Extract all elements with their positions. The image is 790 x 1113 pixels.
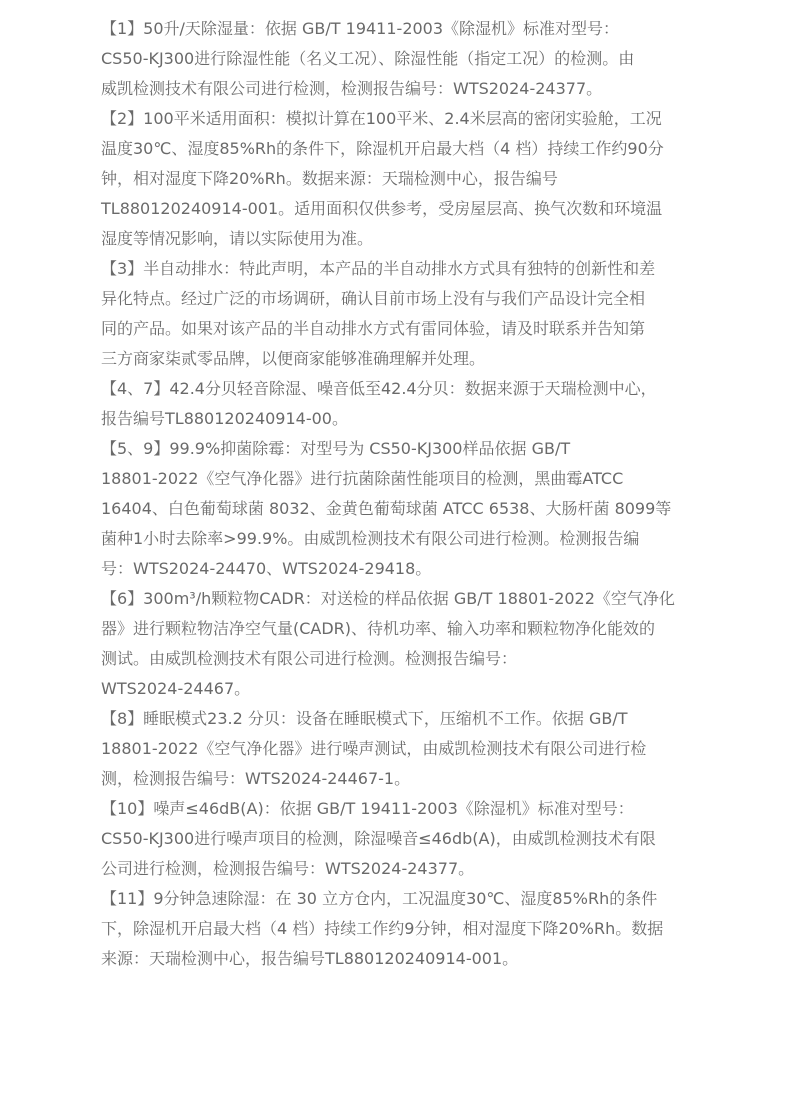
text-line: 测，检测报告编号：WTS2024-24467-1。 (101, 769, 411, 788)
text-line: 【5、9】99.9%抑菌除霉：对型号为 CS50-KJ300样品依据 GB/T (101, 439, 571, 458)
text-line: 三方商家柒贰零品牌，以便商家能够准确理解并处理。 (101, 349, 486, 368)
text-line: 【8】睡眠模式23.2 分贝：设备在睡眠模式下，压缩机不工作。依据 GB/T (101, 709, 628, 728)
text-line: 温度30℃、湿度85%Rh的条件下，除湿机开启最大档（4 档）持续工作约90分 (101, 139, 664, 158)
text-line: 威凯检测技术有限公司进行检测，检测报告编号：WTS2024-24377。 (101, 79, 603, 98)
text-line: 钟，相对湿度下降20%Rh。数据来源：天瑞检测中心，报告编号 (101, 169, 558, 188)
text-line: 测试。由威凯检测技术有限公司进行检测。检测报告编号： (101, 649, 518, 668)
text-line: 异化特点。经过广泛的市场调研，确认目前市场上没有与我们产品设计完全相 (101, 289, 646, 308)
footnote-2 (101, 104, 693, 254)
footnote-1 (101, 14, 693, 104)
footnote-3 (101, 254, 693, 374)
text-line: 号：WTS2024-24470、WTS2024-29418。 (101, 559, 432, 578)
footnote-5-9 (101, 434, 693, 584)
text-line: 报告编号TL880120240914-00。 (101, 409, 348, 428)
text-line: 18801-2022《空气净化器》进行抗菌除菌性能项目的检测，黑曲霉ATCC (101, 469, 624, 488)
text-line: 16404、白色葡萄球菌 8032、金黄色葡萄球菌 ATCC 6538、大肠杆菌 8099等 (101, 499, 672, 518)
text-line: 器》进行颗粒物洁净空气量(CADR)、待机功率、输入功率和颗粒物净化能效的 (101, 619, 656, 638)
text-line: 【1】50升/天除湿量：依据 GB/T 19411-2003《除湿机》标准对型号： (101, 19, 620, 38)
text-line: 来源：天瑞检测中心，报告编号TL880120240914-001。 (101, 949, 519, 968)
text-line: 湿度等情况影响，请以实际使用为准。 (101, 229, 374, 248)
footnote-4-7 (101, 374, 693, 434)
text-line: 【4、7】42.4分贝轻音除湿、噪音低至42.4分贝：数据来源于天瑞检测中心， (101, 379, 657, 398)
footnote-11 (101, 884, 693, 974)
footnote-10 (101, 794, 693, 884)
footnotes-document (101, 14, 693, 974)
text-line: 下，除湿机开启最大档（4 档）持续工作约9分钟，相对湿度下降20%Rh。数据 (101, 919, 664, 938)
text-line: TL880120240914-001。适用面积仅供参考，受房屋层高、换气次数和环境温 (101, 199, 663, 218)
text-line: 同的产品。如果对该产品的半自动排水方式有雷同体验，请及时联系并告知第 (101, 319, 646, 338)
text-line: 【3】半自动排水：特此声明，本产品的半自动排水方式具有独特的创新性和差 (101, 259, 656, 278)
text-line: 【11】9分钟急速除湿：在 30 立方仓内，工况温度30℃、湿度85%Rh的条件 (101, 889, 658, 908)
text-line: 【6】300m³/h颗粒物CADR：对送检的样品依据 GB/T 18801-2022《空气净化 (101, 589, 675, 608)
text-line: WTS2024-24467。 (101, 679, 251, 698)
footnote-8 (101, 704, 693, 794)
text-line: 菌种1小时去除率>99.9%。由威凯检测技术有限公司进行检测。检测报告编 (101, 529, 640, 548)
text-line: 【10】噪声≤46dB(A)：依据 GB/T 19411-2003《除湿机》标准对型号： (101, 799, 634, 818)
footnote-6 (101, 584, 693, 704)
text-line: 【2】100平米适用面积：模拟计算在100平米、2.4米层高的密闭实验舱，工况 (101, 109, 662, 128)
text-line: CS50-KJ300进行除湿性能（名义工况）、除湿性能（指定工况）的检测。由 (101, 49, 635, 68)
text-line: 公司进行检测，检测报告编号：WTS2024-24377。 (101, 859, 475, 878)
text-line: 18801-2022《空气净化器》进行噪声测试，由威凯检测技术有限公司进行检 (101, 739, 647, 758)
text-line: CS50-KJ300进行噪声项目的检测，除湿噪音≤46db(A)，由威凯检测技术有限 (101, 829, 656, 848)
